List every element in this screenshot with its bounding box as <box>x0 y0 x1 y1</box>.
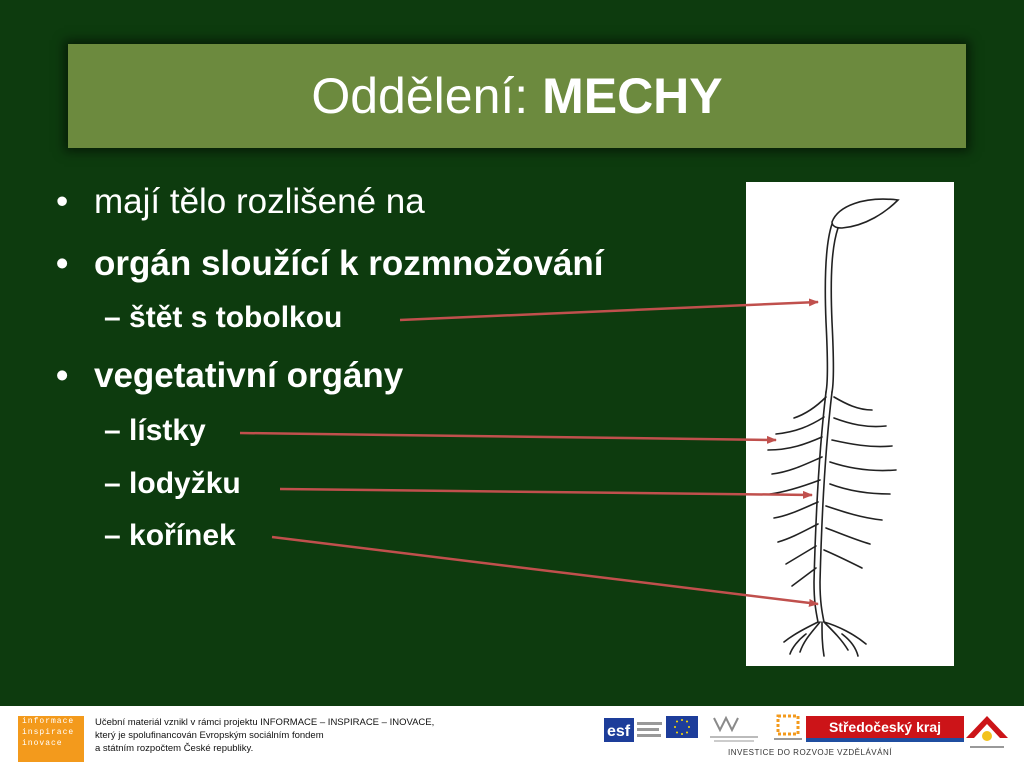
subbullet-dash: – <box>104 301 121 334</box>
bullet-text: vegetativní orgány <box>94 356 404 395</box>
subbullet-text: kořínek <box>129 519 236 552</box>
bullet-item <box>56 356 403 396</box>
footer-text <box>95 716 434 755</box>
subbullet-dash: – <box>104 467 121 500</box>
subbullet-text: lodyžku <box>129 467 241 500</box>
moss-plant-drawing <box>746 182 954 666</box>
msmt-logo <box>704 714 764 744</box>
bullet-dot: • <box>56 244 69 283</box>
bullet-text: orgán sloužící k rozmnožování <box>94 244 604 283</box>
footer-text-line: který je spolufinancován Evropským sociálním fondem <box>95 730 324 741</box>
op-vk-logo <box>770 714 806 744</box>
stredocesky-kraj-banner: Středočeský kraj <box>806 716 964 738</box>
project-logo-line: inovace <box>22 739 63 748</box>
subbullet-item <box>104 519 236 553</box>
project-logo <box>18 716 84 762</box>
subbullet-text: štět s tobolkou <box>129 301 343 334</box>
kraj-stripe <box>806 738 964 742</box>
bullet-item <box>56 244 604 284</box>
eu-stars-icon <box>666 716 698 738</box>
moss-drawing-svg <box>746 182 954 666</box>
project-logo-line: informace <box>22 717 75 726</box>
svg-text:esf: esf <box>607 723 631 740</box>
esf-logo <box>604 716 664 744</box>
project-logo-line: inspirace <box>22 728 75 737</box>
subbullet-dash: – <box>104 519 121 552</box>
investice-caption: INVESTICE DO ROZVOJE VZDĚLÁVÁNÍ <box>728 748 892 757</box>
footer-text-line: Učební materiál vznikl v rámci projektu INFORMACE – INSPIRACE – INOVACE, <box>95 717 435 728</box>
school-logo <box>962 712 1012 756</box>
subbullet-item <box>104 414 206 448</box>
bullet-dot: • <box>56 356 69 395</box>
subbullet-item <box>104 301 342 335</box>
subbullet-item <box>104 467 241 501</box>
bullet-item <box>56 182 425 222</box>
bullet-dot: • <box>56 182 69 221</box>
subbullet-dash: – <box>104 414 121 447</box>
bullet-text: mají tělo rozlišené na <box>94 182 425 221</box>
eu-flag-logo <box>666 716 698 738</box>
subbullet-text: lístky <box>129 414 206 447</box>
footer-text-line: a státním rozpočtem České republiky. <box>95 743 254 754</box>
title-emphasis: MECHY <box>542 68 723 124</box>
title-prefix: Oddělení: <box>311 68 543 124</box>
